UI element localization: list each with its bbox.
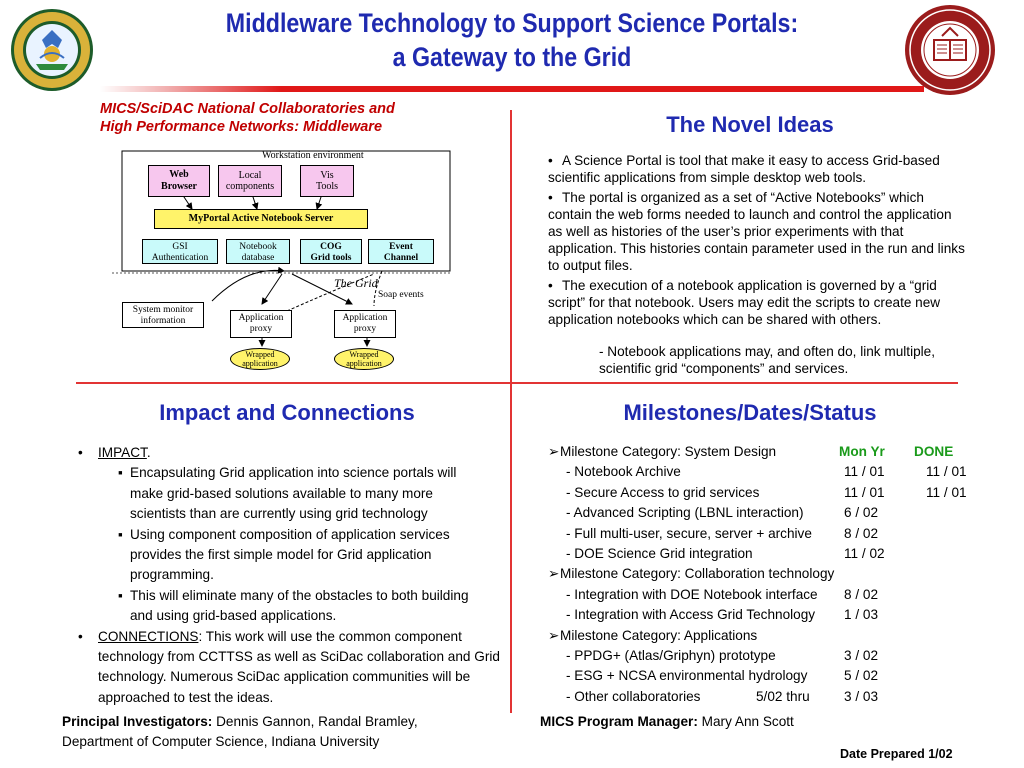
milestone-item-text: - Notebook Archive <box>566 464 681 480</box>
milestone-item-date: 11 / 01 <box>844 464 885 480</box>
milestone-item-date: 6 / 02 <box>844 505 879 521</box>
arrow-bullet-icon: ➢ <box>548 444 560 459</box>
vis-tools-line2: Tools <box>315 181 339 192</box>
indiana-university-seal-icon <box>904 4 996 96</box>
header-rule <box>100 86 924 92</box>
pi-line <box>62 712 418 732</box>
cog-grid-tools-box <box>300 239 362 264</box>
square-bullet-icon: ▪ <box>118 465 123 481</box>
connections-row <box>78 627 506 709</box>
milestone-item-date: 11 / 01 <box>844 484 885 500</box>
milestone-item-date: 1 / 03 <box>844 607 879 623</box>
novel-bullet-2 <box>548 189 968 274</box>
impact-item-3-text: This will eliminate many of the obstacles to both building and using grid-based applications. <box>130 587 469 624</box>
milestone-item-text: - Secure Access to grid services <box>566 484 760 500</box>
local-components-line2: components <box>225 181 275 192</box>
novel-bullet-3-text: The execution of a notebook application is governed by a “grid script” for that notebook. Users may edit the scripts to create new application notebooks which can be shared with others. <box>548 278 941 327</box>
wrapped-application-1 <box>230 348 290 370</box>
bullet-dot-icon: • <box>548 278 553 293</box>
milestone-category-text: Milestone Category: System Design <box>560 444 777 459</box>
web-browser-line2: Browser <box>161 181 197 192</box>
milestone-item-text: - Advanced Scripting (LBNL interaction) <box>566 505 804 521</box>
cog-line2: Grid tools <box>310 252 352 263</box>
web-browser-box <box>148 165 210 197</box>
application-proxy-box-2 <box>334 310 396 338</box>
milestone-item-row <box>548 606 988 626</box>
system-monitor-box <box>122 302 204 328</box>
subhead-line2: High Performance Networks: Middleware <box>100 119 383 135</box>
milestones-table <box>548 443 988 708</box>
milestone-item-range: 5/02 thru <box>756 688 810 704</box>
pi-label: Principal Investigators: <box>62 714 213 729</box>
pi-names: Dennis Gannon, Randal Bramley, <box>212 714 418 729</box>
milestone-category-row <box>548 443 988 463</box>
program-manager <box>540 712 794 732</box>
milestone-item-text: - DOE Science Grid integration <box>566 545 753 561</box>
soap-events-label: Soap events <box>378 290 424 300</box>
milestone-item-row <box>548 545 988 565</box>
milestone-item-row <box>548 667 988 687</box>
gsi-line2: Authentication <box>151 252 209 263</box>
app-proxy-2-line1: Application <box>342 313 388 323</box>
square-bullet-icon: ▪ <box>118 587 123 603</box>
vis-tools-box <box>300 165 354 197</box>
local-components-line1: Local <box>238 170 262 181</box>
architecture-diagram <box>112 146 452 374</box>
page-title-line1: Middleware Technology to Support Science Portals: <box>225 8 799 38</box>
impact-section <box>78 443 508 708</box>
impact-item-3 <box>78 586 488 627</box>
myportal-server-box: MyPortal Active Notebook Server <box>154 209 368 229</box>
workstation-label: Workstation environment <box>262 150 364 161</box>
milestone-item-row <box>548 688 988 708</box>
milestone-item-row <box>548 463 988 483</box>
page-title <box>201 6 824 74</box>
bullet-dot-icon: • <box>78 628 83 644</box>
milestone-category-text: Milestone Category: Applications <box>560 627 758 643</box>
novel-ideas-list <box>548 152 968 331</box>
doe-seal-icon <box>10 8 94 92</box>
vertical-divider <box>510 110 512 713</box>
page-title-line2: a Gateway to the Grid <box>392 42 632 72</box>
arrow-bullet-icon: ➢ <box>548 566 560 582</box>
milestones-title: Milestones/Dates/Status <box>623 400 877 425</box>
connections-text: : This work will use the common component technology from CCTTSS as well as SciDac collaboration and Grid technology. Numerous SciDac application communities will be approached to test the ideas. <box>98 628 500 705</box>
vis-tools-line1: Vis <box>320 170 334 181</box>
milestone-item-text: - Full multi-user, secure, server + archive <box>566 525 812 541</box>
local-components-box <box>218 165 282 197</box>
application-proxy-box-1 <box>230 310 292 338</box>
event-channel-box <box>368 239 434 264</box>
milestone-item-row <box>548 586 988 606</box>
wrapped-application-2 <box>334 348 394 370</box>
milestone-item-date: 3 / 02 <box>844 647 879 663</box>
wrapped-app-1-line2: application <box>242 358 278 368</box>
milestone-item-row <box>548 647 988 667</box>
pm-label: MICS Program Manager: <box>540 714 698 729</box>
event-line1: Event <box>389 242 413 252</box>
bullet-dot-icon: • <box>78 445 83 460</box>
the-grid-label: The Grid <box>334 276 378 290</box>
system-monitor-line1: System monitor <box>132 305 194 315</box>
milestone-item-text: - Integration with DOE Notebook interface <box>566 586 818 602</box>
arrow-bullet-icon: ➢ <box>548 627 560 643</box>
connections-label: CONNECTIONS <box>98 628 199 644</box>
novel-bullet-1-text: A Science Portal is tool that make it easy to access Grid-based scientific applications from simple desktop web tools. <box>548 153 940 185</box>
header-done: DONE <box>914 444 954 459</box>
web-browser-line1: Web <box>169 169 189 180</box>
pi-department: Department of Computer Science, Indiana University <box>62 734 380 749</box>
milestone-item-row <box>548 484 988 504</box>
program-subhead <box>100 100 395 136</box>
milestone-item-done: 11 / 01 <box>926 484 967 500</box>
novel-sub-note: - Notebook applications may, and often do, link multiple, scientific grid “components” and services. <box>599 344 936 376</box>
cog-line1: COG <box>320 242 342 252</box>
milestone-item-date: 11 / 02 <box>844 545 885 561</box>
impact-item-1-text: Encapsulating Grid application into science portals will make grid-based solutions available to many more scientists than are currently using grid technology <box>130 465 457 522</box>
horizontal-divider <box>76 382 958 384</box>
pm-name: Mary Ann Scott <box>697 714 794 729</box>
app-proxy-1-line1: Application <box>238 313 284 323</box>
impact-item-1 <box>78 463 488 524</box>
app-proxy-1-line2: proxy <box>249 324 273 334</box>
bullet-dot-icon: • <box>548 153 553 168</box>
system-monitor-line2: information <box>140 315 186 326</box>
milestone-item-row <box>548 504 988 524</box>
wrapped-app-1-line1: Wrapped <box>245 350 275 359</box>
event-line2: Channel <box>383 252 419 263</box>
notebook-db-box <box>226 239 290 264</box>
header-mon-yr: Mon Yr <box>839 444 885 459</box>
wrapped-app-2-line2: application <box>346 358 382 368</box>
milestone-category-row <box>548 627 988 647</box>
milestone-item-row <box>548 525 988 545</box>
milestone-item-date: 8 / 02 <box>844 525 879 541</box>
milestone-item-text: - Other collaboratories <box>566 688 701 704</box>
milestone-item-date: 8 / 02 <box>844 586 879 602</box>
notebook-db-line2: database <box>241 252 275 263</box>
notebook-db-line1: Notebook <box>239 242 277 252</box>
novel-ideas-title: The Novel Ideas <box>666 112 834 137</box>
wrapped-app-2-line1: Wrapped <box>349 350 379 359</box>
milestone-item-text: - Integration with Access Grid Technology <box>566 607 816 623</box>
square-bullet-icon: ▪ <box>118 526 123 542</box>
impact-label-period: . <box>146 445 151 460</box>
milestone-item-text: - PPDG+ (Atlas/Griphyn) prototype <box>566 647 776 663</box>
bullet-dot-icon: • <box>548 190 553 205</box>
subhead-line1: MICS/SciDAC National Collaboratories and <box>100 101 395 117</box>
milestone-item-text: - ESG + NCSA environmental hydrology <box>566 668 808 684</box>
impact-label: IMPACT <box>98 445 147 460</box>
app-proxy-2-line2: proxy <box>353 324 377 334</box>
milestone-item-date: 3 / 03 <box>844 688 879 704</box>
milestone-item-date: 5 / 02 <box>844 668 879 684</box>
milestone-category-text: Milestone Category: Collaboration technology <box>560 566 835 582</box>
date-prepared: Date Prepared 1/02 <box>840 747 953 761</box>
novel-bullet-3 <box>548 277 968 328</box>
novel-bullet-2-text: The portal is organized as a set of “Active Notebooks” which contain the web forms needed to launch and control the application as well as histories of the user’s prior experiments with that application. This histories contain parameter used in the run and links to output files. <box>548 190 965 273</box>
impact-heading-row <box>78 443 508 463</box>
gsi-line1: GSI <box>172 242 188 252</box>
milestone-item-done: 11 / 01 <box>926 464 967 480</box>
impact-title: Impact and Connections <box>159 400 415 425</box>
impact-item-2 <box>78 525 488 586</box>
milestone-category-row <box>548 565 988 585</box>
principal-investigators <box>62 712 418 752</box>
gsi-auth-box <box>142 239 218 264</box>
novel-bullet-1 <box>548 152 968 186</box>
impact-item-2-text: Using component composition of application services provides the first simple model for Grid application programming. <box>130 526 450 583</box>
